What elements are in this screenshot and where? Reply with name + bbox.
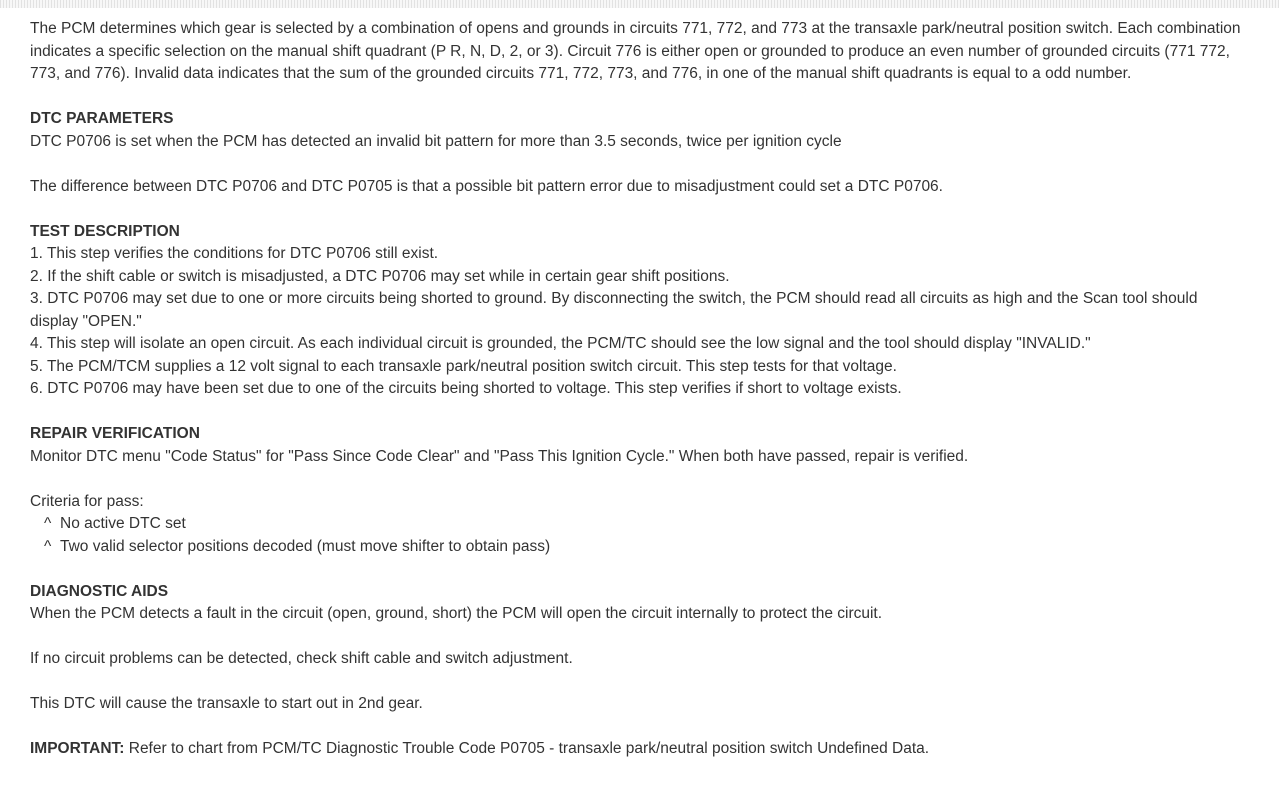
- test-step-4: 4. This step will isolate an open circuit. As each individual circuit is grounded, the PCM/TC should see the low signal and the tool should display "INVALID.": [30, 335, 1091, 352]
- important-text: Refer to chart from PCM/TC Diagnostic Trouble Code P0705 - transaxle park/neutral position switch Undefined Data.: [124, 740, 930, 757]
- diagnostic-aids-line-2: If no circuit problems can be detected, check shift cable and switch adjustment.: [30, 650, 573, 667]
- test-description-heading: TEST DESCRIPTION: [30, 222, 180, 240]
- caret-marker: ^: [44, 515, 52, 532]
- criteria-list: [30, 513, 1245, 558]
- criteria-label: Criteria for pass:: [30, 492, 144, 510]
- test-step-3: 3. DTC P0706 may set due to one or more circuits being shorted to ground. By disconnecting the switch, the PCM should read all circuits as high and the Scan tool should display "OPEN.": [30, 290, 1198, 330]
- spacer: [30, 671, 1245, 694]
- spacer: [30, 153, 1245, 176]
- spacer: [30, 86, 1245, 109]
- page-top-border: [0, 0, 1279, 8]
- criteria-item: [30, 536, 1245, 559]
- spacer: [30, 716, 1245, 739]
- document-body: [30, 18, 1245, 761]
- important-note: [30, 738, 1245, 761]
- spacer: [30, 626, 1245, 649]
- repair-verification-heading: REPAIR VERIFICATION: [30, 425, 200, 442]
- test-step-1: 1. This step verifies the conditions for DTC P0706 still exist.: [30, 245, 439, 262]
- criteria-text: No active DTC set: [60, 515, 186, 532]
- repair-verification-line: Monitor DTC menu "Code Status" for "Pass Since Code Clear" and "Pass This Ignition Cycle." When both have passed, repair is verified.: [30, 447, 969, 465]
- test-steps-list: [30, 243, 1245, 401]
- dtc-parameters-line-1: DTC P0706 is set when the PCM has detected an invalid bit pattern for more than 3.5 seconds, twice per ignition cycle: [30, 132, 842, 150]
- test-step-2: 2. If the shift cable or switch is misadjusted, a DTC P0706 may set while in certain gear shift positions.: [30, 267, 730, 285]
- diagnostic-aids-heading: DIAGNOSTIC AIDS: [30, 582, 169, 600]
- dtc-parameters-line-2: The difference between DTC P0706 and DTC P0705 is that a possible bit pattern error due to misadjustment could set a DTC P0706.: [30, 177, 943, 195]
- caret-marker: ^: [44, 537, 52, 555]
- diagnostic-aids-line-3: This DTC will cause the transaxle to start out in 2nd gear.: [30, 695, 423, 712]
- test-step-6: 6. DTC P0706 may have been set due to one of the circuits being shorted to voltage. This step verifies if short to voltage exists.: [30, 380, 902, 397]
- spacer: [30, 401, 1245, 424]
- diagnostic-aids-line-1: When the PCM detects a fault in the circuit (open, ground, short) the PCM will open the circuit internally to protect the circuit.: [30, 605, 883, 622]
- important-label: IMPORTANT:: [30, 740, 125, 757]
- intro-paragraph: The PCM determines which gear is selected by a combination of opens and grounds in circuits 771, 772, and 773 at the transaxle park/neutral position switch. Each combination indicates a specific selection on the manual shift quadrant (P R, N, D, 2, or 3). Circuit 776 is either open or grounded to produce an even number of grounded circuits (771 772, 773, and 776). Invalid data indicates that the sum of the grounded circuits 771, 772, 773, and 776, in one of the manual shift quadrants is equal to a odd number.: [30, 20, 1241, 82]
- criteria-text: Two valid selector positions decoded (must move shifter to obtain pass): [60, 537, 551, 555]
- dtc-parameters-heading: DTC PARAMETERS: [30, 110, 174, 127]
- spacer: [30, 198, 1245, 221]
- spacer: [30, 558, 1245, 581]
- test-step-5: 5. The PCM/TCM supplies a 12 volt signal to each transaxle park/neutral position switch circuit. This step tests for that voltage.: [30, 357, 897, 375]
- spacer: [30, 468, 1245, 491]
- criteria-item: [30, 513, 1245, 536]
